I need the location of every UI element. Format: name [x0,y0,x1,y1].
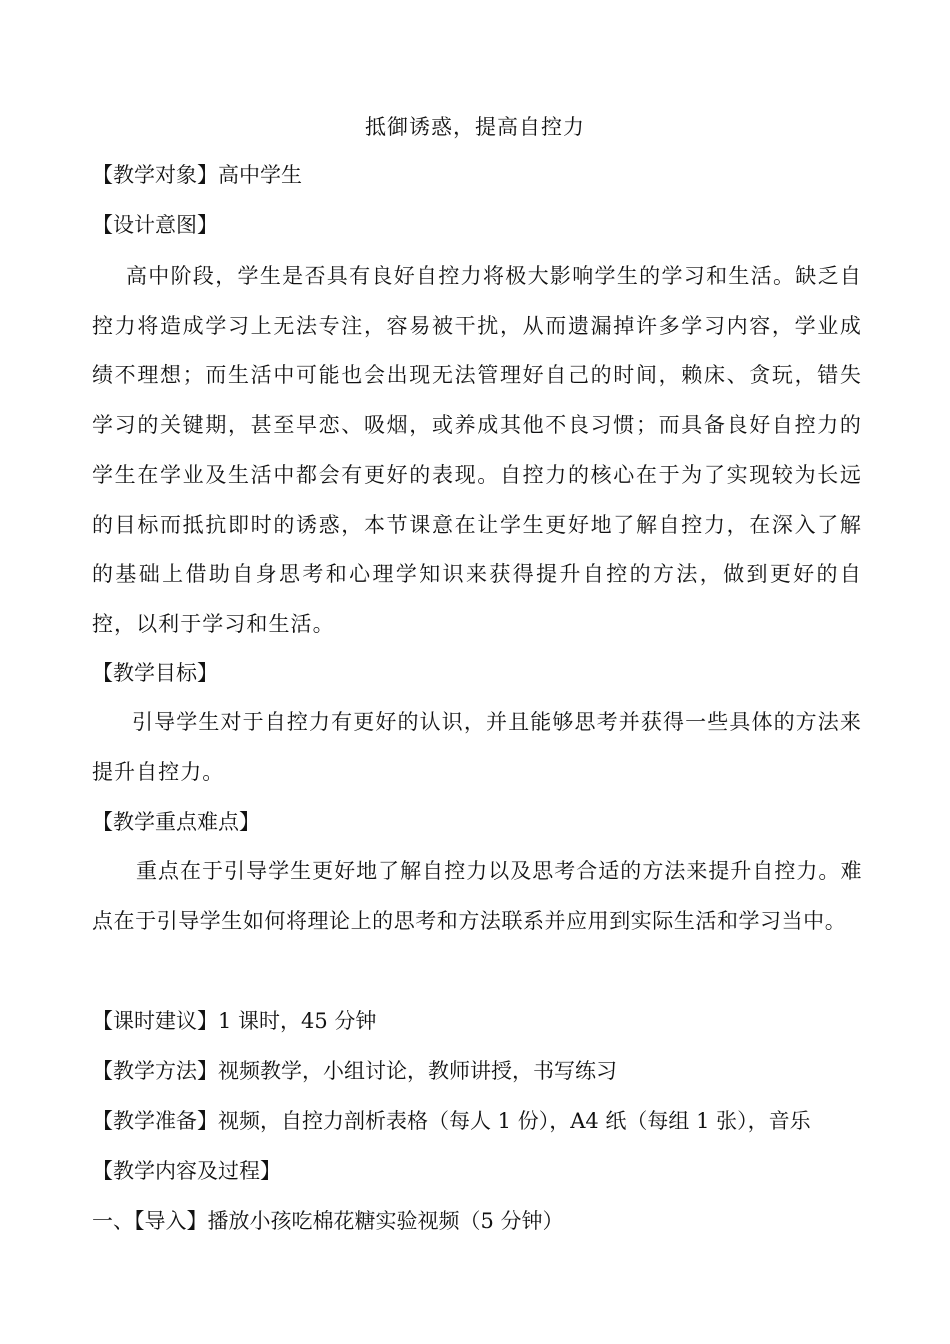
document-title: 抵御诱惑，提高自控力 [365,115,585,139]
teaching-methods: 【教学方法】视频教学，小组讨论，教师讲授，书写练习 [92,1059,617,1083]
objective-heading: 【教学目标】 [92,661,218,685]
teaching-target: 【教学对象】高中学生 [92,163,302,187]
design-intent-paragraph: 高中阶段，学生是否具有良好自控力将极大影响学生的学习和生活。缺乏自控力将造成学习上无法专注，容易被干扰，从而遗漏掉许多学习内容，学业成绩不理想；而生活中可能也会出现无法管理好自己的时间，赖床、贪玩，错失学习的关键期，甚至早恋、吸烟，或养成其他不良习惯；而具备良好自控力的学生在学业及生活中都会有更好的表现。自控力的核心在于为了实现较为长远的目标而抵抗即时的诱惑，本节课意在让学生更好地了解自控力，在深入了解的基础上借助自身思考和心理学知识来获得提升自控的方法，做到更好的自控，以利于学习和生活。 [92,264,862,636]
key-points-heading: 【教学重点难点】 [92,810,260,834]
process-heading: 【教学内容及过程】 [92,1159,281,1183]
key-points-paragraph: 重点在于引导学生更好地了解自控力以及思考合适的方法来提升自控力。难点在于引导学生如何将理论上的思考和方法联系并应用到实际生活和学习当中。 [92,859,862,933]
design-intent-heading: 【设计意图】 [92,213,218,237]
class-hours: 【课时建议】1 课时，45 分钟 [92,1009,377,1033]
teaching-preparation: 【教学准备】视频，自控力剖析表格（每人 1 份），A4 纸（每组 1 张），音乐 [92,1109,811,1133]
section-one-intro: 一、【导入】播放小孩吃棉花糖实验视频（5 分钟） [92,1209,564,1233]
objective-paragraph: 引导学生对于自控力有更好的认识，并且能够思考并获得一些具体的方法来提升自控力。 [92,710,862,784]
